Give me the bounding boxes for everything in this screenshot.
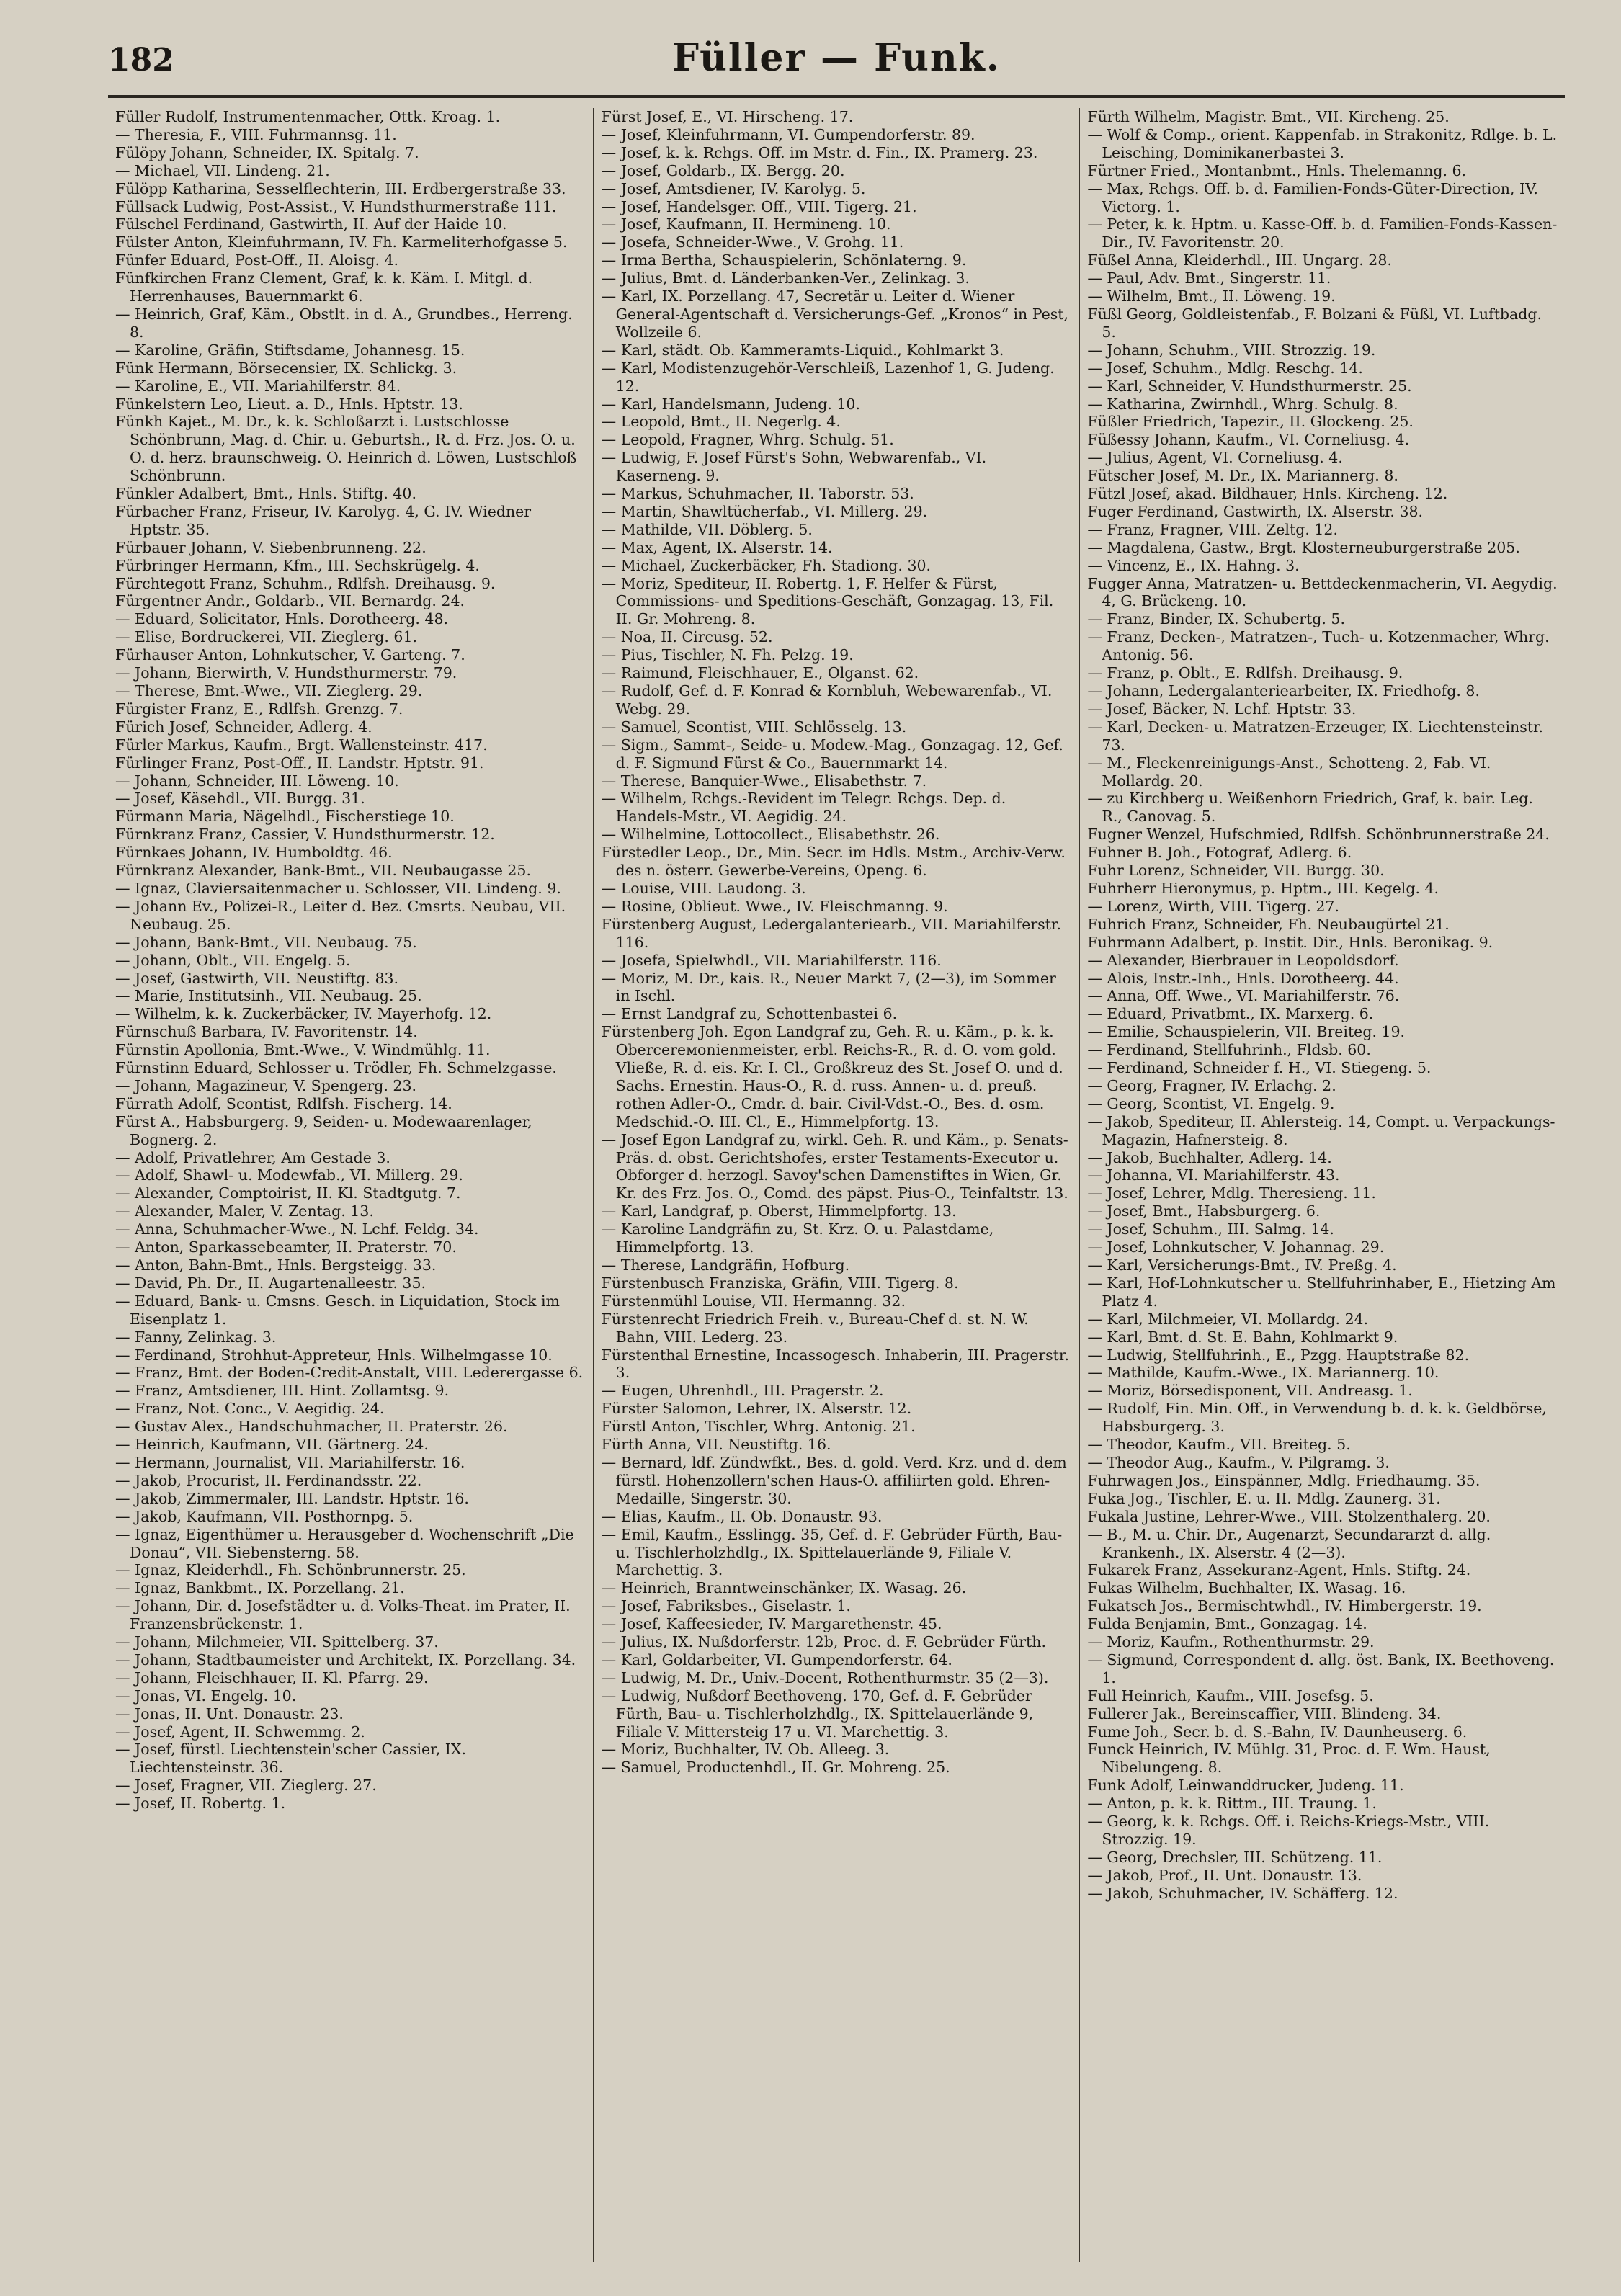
directory-entry: — Karl, Modistenzugehör-Verschleiß, Lazenhof 1, G. Judeng. 12. bbox=[601, 359, 1055, 395]
directory-entry: Fürstedler Leop., Dr., Min. Secr. im Hdls. Mstm., Archiv-Verw. des n. österr. Gewerbe-Vereins, Openg. 6. bbox=[601, 844, 1066, 880]
directory-entry: Fünfer Eduard, Post-Off., II. Aloisg. 4. bbox=[115, 251, 399, 269]
directory-entry: Fürstenmühl Louise, VII. Hermanng. 32. bbox=[601, 1292, 906, 1310]
directory-entry: — Paul, Adv. Bmt., Singerstr. 11. bbox=[1087, 269, 1331, 287]
directory-entry: — Moriz, M. Dr., kais. R., Neuer Markt 7, (2—3), im Sommer in Ischl. bbox=[601, 969, 1056, 1005]
directory-entry: — Karl, Hof-Lohnkutscher u. Stellfuhrinhaber, E., Hietzing Am Platz 4. bbox=[1087, 1274, 1556, 1310]
directory-entry: — Johann, Dir. d. Josefstädter u. d. Volks-Theat. im Prater, II. Franzensbrückenstr. 1. bbox=[115, 1597, 571, 1633]
directory-entry: — Max, Agent, IX. Alserstr. 14. bbox=[601, 538, 833, 556]
directory-entry: — Anton, Sparkassebeamter, II. Praterstr. 70. bbox=[115, 1238, 457, 1256]
directory-entry: — Ludwig, Stellfuhrinh., E., Pzgg. Hauptstraße 82. bbox=[1087, 1346, 1470, 1364]
directory-entry: — Eduard, Bank- u. Cmsns. Gesch. in Liquidation, Stock im Eisenplatz 1. bbox=[115, 1292, 560, 1328]
directory-entry: Funck Heinrich, IV. Mühlg. 31, Proc. d. F. Wm. Haust, Nibelungeng. 8. bbox=[1087, 1741, 1491, 1777]
directory-entry: — Karl, städt. Ob. Kammeramts-Liquid., Kohlmarkt 3. bbox=[601, 341, 1004, 359]
directory-entry: — Josefa, Schneider-Wwe., V. Grohg. 11. bbox=[601, 233, 904, 251]
directory-entry: — Eugen, Uhrenhdl., III. Pragerstr. 2. bbox=[601, 1382, 884, 1400]
directory-entry: — Johann, Milchmeier, VII. Spittelberg. 37. bbox=[115, 1633, 439, 1651]
directory-entry: — Theodor Aug., Kaufm., V. Pilgramg. 3. bbox=[1087, 1453, 1390, 1471]
directory-entry: — Moriz, Börsedisponent, VII. Andreasg. 1. bbox=[1087, 1382, 1413, 1400]
directory-entry: — Max, Rchgs. Off. b. d. Familien-Fonds-Güter-Direction, IV. Victorg. 1. bbox=[1087, 179, 1538, 215]
directory-entry: Fürst Josef, E., VI. Hirscheng. 17. bbox=[601, 108, 854, 125]
directory-entry: — Alois, Instr.-Inh., Hnls. Dorotheerg. 44. bbox=[1087, 969, 1399, 987]
directory-entry: — Adolf, Privatlehrer, Am Gestade 3. bbox=[115, 1148, 390, 1166]
directory-entry: — Magdalena, Gastw., Brgt. Klosterneuburgerstraße 205. bbox=[1087, 538, 1520, 556]
directory-entry: — Johann, Schuhm., VIII. Strozzig. 19. bbox=[1087, 341, 1376, 359]
directory-entry: Füßessy Johann, Kaufm., VI. Corneliusg. 4. bbox=[1087, 431, 1410, 449]
directory-entry: — Josef, Amtsdiener, IV. Karolyg. 5. bbox=[601, 179, 866, 197]
directory-entry: — Rudolf, Fin. Min. Off., in Verwendung b. d. k. k. Geldbörse, Habsburgerg. 3. bbox=[1087, 1400, 1547, 1436]
directory-entry: — Josef, Schuhm., III. Salmg. 14. bbox=[1087, 1220, 1334, 1238]
directory-entry: Fürst A., Habsburgerg. 9, Seiden- u. Modewaarenlager, Bognerg. 2. bbox=[115, 1112, 532, 1148]
directory-entry: — Josef, Kleinfuhrmann, VI. Gumpendorferstr. 89. bbox=[601, 125, 975, 143]
directory-entry: — Josef, Kaufmann, II. Hermineng. 10. bbox=[601, 215, 891, 233]
directory-entry: — Wilhelm, Rchgs.-Revident im Telegr. Rchgs. Dep. d. Handels-Mstr., VI. Aegidig. 24. bbox=[601, 790, 1006, 826]
directory-entry: — Anna, Off. Wwe., VI. Mariahilferstr. 76. bbox=[1087, 987, 1400, 1005]
directory-entry: — zu Kirchberg u. Weißenhorn Friedrich, Graf, k. bair. Leg. R., Canovag. 5. bbox=[1087, 790, 1533, 826]
directory-entry: Füßler Friedrich, Tapezir., II. Glockeng. 25. bbox=[1087, 413, 1414, 431]
directory-entry: Fünkelstern Leo, Lieut. a. D., Hnls. Hptstr. 13. bbox=[115, 395, 463, 413]
directory-entry: Fulda Benjamin, Bmt., Gonzagag. 14. bbox=[1087, 1615, 1367, 1633]
directory-entry: — Georg, Fragner, IV. Erlachg. 2. bbox=[1087, 1076, 1336, 1094]
directory-entry: — Irma Bertha, Schauspielerin, Schönlaterng. 9. bbox=[601, 251, 967, 269]
directory-entry: — Moriz, Buchhalter, IV. Ob. Alleeg. 3. bbox=[601, 1741, 890, 1759]
column-2 bbox=[594, 108, 1081, 2262]
directory-entry: — Ignaz, Claviersaitenmacher u. Schlosser, VII. Lindeng. 9. bbox=[115, 879, 561, 897]
directory-entry: — Franz, p. Oblt., E. Rdlfsh. Dreihausg. 9. bbox=[1087, 664, 1403, 682]
directory-entry: — Sigm., Sammt-, Seide- u. Modew.-Mag., Gonzagag. 12, Gef. d. F. Sigmund Fürst & Co., Bauernmarkt 14. bbox=[601, 736, 1063, 772]
directory-entry: — Ernst Landgraf zu, Schottenbastei 6. bbox=[601, 1005, 898, 1023]
directory-entry: — Heinrich, Graf, Käm., Obstlt. in d. A., Grundbes., Herreng. 8. bbox=[115, 305, 573, 341]
directory-entry: — Karl, Schneider, V. Hundsthurmerstr. 25. bbox=[1087, 377, 1412, 395]
directory-entry: — Josef, Goldarb., IX. Bergg. 20. bbox=[601, 161, 845, 179]
directory-entry: — Franz, Bmt. der Boden-Credit-Anstalt, VIII. Lederergasse 6. bbox=[115, 1364, 584, 1382]
directory-entry: — Johann, Bierwirth, V. Hundsthurmerstr. 79. bbox=[115, 664, 457, 682]
directory-entry: — Noa, II. Circusg. 52. bbox=[601, 628, 773, 646]
directory-entry: — Mathilde, VII. Döblerg. 5. bbox=[601, 520, 813, 538]
directory-entry: Fütscher Josef, M. Dr., IX. Mariannerg. 8. bbox=[1087, 467, 1398, 485]
directory-entry: — Johann, Bank-Bmt., VII. Neubaug. 75. bbox=[115, 933, 417, 951]
directory-entry: Fürrath Adolf, Scontist, Rdlfsh. Fischerg. 14. bbox=[115, 1094, 452, 1112]
directory-entry: Füller Rudolf, Instrumentenmacher, Ottk. Kroag. 1. bbox=[115, 108, 501, 125]
directory-entry: — Karoline Landgräfin zu, St. Krz. O. u. Palastdame, Himmelpfortg. 13. bbox=[601, 1220, 994, 1256]
directory-entry: — Marie, Institutsinh., VII. Neubaug. 25. bbox=[115, 987, 422, 1005]
directory-entry: — Franz, Amtsdiener, III. Hint. Zollamtsg. 9. bbox=[115, 1382, 450, 1400]
directory-entry: — Georg, Drechsler, III. Schützeng. 11. bbox=[1087, 1848, 1383, 1866]
directory-entry: — Wilhelmine, Lottocollect., Elisabethstr. 26. bbox=[601, 826, 940, 844]
directory-entry: — Karl, Handelsmann, Judeng. 10. bbox=[601, 395, 860, 413]
directory-entry: — Johann, Ledergalanteriearbeiter, IX. Friedhofg. 8. bbox=[1087, 682, 1480, 700]
directory-entry: Fürstenbusch Franziska, Gräfin, VIII. Tigerg. 8. bbox=[601, 1274, 959, 1292]
directory-entry: — Johann, Magazineur, V. Spengerg. 23. bbox=[115, 1076, 417, 1094]
directory-entry: — Hermann, Journalist, VII. Mariahilferstr. 16. bbox=[115, 1453, 465, 1471]
directory-entry: — Louise, VIII. Laudong. 3. bbox=[601, 879, 806, 897]
directory-entry: Fume Joh., Secr. b. d. S.-Bahn, IV. Daunheuserg. 6. bbox=[1087, 1723, 1468, 1741]
directory-entry: — Georg, k. k. Rchgs. Off. i. Reichs-Kriegs-Mstr., VIII. Strozzig. 19. bbox=[1087, 1813, 1490, 1848]
directory-entry: Fürster Salomon, Lehrer, IX. Alserstr. 12. bbox=[601, 1400, 912, 1418]
directory-entry: — Josef, Käsehdl., VII. Burgg. 31. bbox=[115, 790, 365, 808]
directory-entry: — Karl, Goldarbeiter, VI. Gumpendorferstr. 64. bbox=[601, 1650, 952, 1669]
directory-entry: — Franz, Binder, IX. Schubertg. 5. bbox=[1087, 610, 1345, 628]
directory-entry: Fünkh Kajet., M. Dr., k. k. Schloßarzt i. Lustschlosse Schönbrunn, Mag. d. Chir. u. Geburtsh., R. d. Frz. Jos. O. u. O. d. herz. braunschweig. O. Heinrich d. Löwen, Lustschloß Schönbrunn. bbox=[115, 413, 577, 485]
directory-entry: Funk Adolf, Leinwanddrucker, Judeng. 11. bbox=[1087, 1777, 1404, 1795]
directory-entry: — Karoline, Gräfin, Stiftsdame, Johannesg. 15. bbox=[115, 341, 465, 359]
directory-entry: Fürtner Fried., Montanbmt., Hnls. Thelemanng. 6. bbox=[1087, 161, 1467, 179]
directory-entry: — Raimund, Fleischhauer, E., Olganst. 62. bbox=[601, 664, 919, 682]
directory-entry: Full Heinrich, Kaufm., VIII. Josefsg. 5. bbox=[1087, 1687, 1374, 1705]
directory-entry: — Fanny, Zelinkag. 3. bbox=[115, 1328, 277, 1346]
directory-entry: — Theodor, Kaufm., VII. Breiteg. 5. bbox=[1087, 1436, 1351, 1454]
directory-entry: Fürnstinn Eduard, Schlosser u. Trödler, Fh. Schmelzgasse. bbox=[115, 1059, 557, 1077]
directory-entry: Fuhrich Franz, Schneider, Fh. Neubaugürtel 21. bbox=[1087, 915, 1450, 933]
directory-entry: — Samuel, Productenhdl., II. Gr. Mohreng. 25. bbox=[601, 1759, 950, 1777]
directory-entry: — Julius, Agent, VI. Corneliusg. 4. bbox=[1087, 449, 1343, 467]
directory-entry: — Wilhelm, k. k. Zuckerbäcker, IV. Mayerhofg. 12. bbox=[115, 1005, 492, 1023]
directory-entry: — Bernard, ldf. Zündwfkt., Bes. d. gold. Verd. Krz. und d. dem fürstl. Hohenzollern'schen Haus-O. affiliirten gold. Ehren-Medaille, Singerstr. 30. bbox=[601, 1453, 1067, 1507]
directory-entry: Fürlinger Franz, Post-Off., II. Landstr. Hptstr. 91. bbox=[115, 754, 484, 772]
directory-entry: Fürchtegott Franz, Schuhm., Rdlfsh. Dreihausg. 9. bbox=[115, 574, 496, 592]
directory-entry: Füßl Georg, Goldleistenfab., F. Bolzani & Füßl, VI. Luftbadg. 5. bbox=[1087, 305, 1542, 341]
directory-entry: — Wolf & Comp., orient. Kappenfab. in Strakonitz, Rdlge. b. L. Leisching, Dominikanerbastei 3. bbox=[1087, 125, 1558, 161]
directory-entry: — Therese, Landgräfin, Hofburg. bbox=[601, 1256, 850, 1274]
directory-entry: — Ludwig, M. Dr., Univ.-Docent, Rothenthurmstr. 35 (2—3). bbox=[601, 1669, 1049, 1687]
directory-entry: — Karl, Milchmeier, VI. Mollardg. 24. bbox=[1087, 1310, 1369, 1328]
directory-entry: — Johann, Oblt., VII. Engelg. 5. bbox=[115, 951, 351, 969]
directory-entry: — Ferdinand, Strohhut-Appreteur, Hnls. Wilhelmgasse 10. bbox=[115, 1346, 553, 1364]
directory-entry: Fülöpy Johann, Schneider, IX. Spitalg. 7. bbox=[115, 143, 419, 161]
directory-entry: — Josef, fürstl. Liechtenstein'scher Cassier, IX. Liechtensteinstr. 36. bbox=[115, 1741, 466, 1777]
directory-entry: Fülöpp Katharina, Sesselflechterin, III. Erdbergerstraße 33. bbox=[115, 179, 566, 197]
directory-entry: — Johann, Stadtbaumeister und Architekt, IX. Porzellang. 34. bbox=[115, 1650, 576, 1669]
directory-entry: — Jakob, Kaufmann, VII. Posthornpg. 5. bbox=[115, 1507, 414, 1525]
directory-entry: — Emilie, Schauspielerin, VII. Breiteg. 19. bbox=[1087, 1023, 1406, 1041]
directory-entry: Fürstenberg Joh. Egon Landgraf zu, Geh. R. u. Käm., p. k. k. Obercereмonienmeister, erbl. Reichs-R., R. d. O. vom gold. Vließe, R. d. eis. Kr. I. Cl., Großkreuz des St. Josef O. und d. Sachs. Ernestin. Haus-O., R. d. russ. Annen- u. d. preuß. rothen Adler-O., Cmdr. d. bair. Civil-Vdst.-O., Bes. d. osm. Medschid.-O. III. Cl., E., Himmelpfortg. 13. bbox=[601, 1023, 1063, 1130]
directory-entry: Fuhrmann Adalbert, p. Instit. Dir., Hnls. Beronikag. 9. bbox=[1087, 933, 1493, 951]
directory-entry: — Josef, Agent, II. Schwemmg. 2. bbox=[115, 1723, 365, 1741]
directory-entry: — Karl, Landgraf, p. Oberst, Himmelpfortg. 13. bbox=[601, 1202, 957, 1220]
directory-entry: — Josefa, Spielwhdl., VII. Mariahilferstr. 116. bbox=[601, 951, 942, 969]
directory-entry: — Karl, Versicherungs-Bmt., IV. Preßg. 4. bbox=[1087, 1256, 1397, 1274]
directory-entry: — Franz, Decken-, Matratzen-, Tuch- u. Kotzenmacher, Whrg. Antonig. 56. bbox=[1087, 628, 1550, 664]
directory-entry: — Julius, IX. Nußdorferstr. 12b, Proc. d. F. Gebrüder Fürth. bbox=[601, 1633, 1046, 1651]
directory-entry: — Therese, Bmt.-Wwe., VII. Zieglerg. 29. bbox=[115, 682, 423, 700]
directory-entry: — Michael, VII. Lindeng. 21. bbox=[115, 161, 330, 179]
directory-entry: — Jakob, Procurist, II. Ferdinandsstr. 22. bbox=[115, 1471, 422, 1489]
directory-entry: Fürmann Maria, Nägelhdl., Fischerstiege 10. bbox=[115, 808, 455, 826]
directory-entry: — Jakob, Schuhmacher, IV. Schäfferg. 12. bbox=[1087, 1884, 1398, 1902]
directory-entry: — Leopold, Fragner, Whrg. Schulg. 51. bbox=[601, 431, 894, 449]
directory-entry: — Josef, Lehrer, Mdlg. Theresieng. 11. bbox=[1087, 1184, 1376, 1202]
directory-entry: — Emil, Kaufm., Esslingg. 35, Gef. d. F. Gebrüder Fürth, Bau- u. Tischlerholzhdlg., IX. Spittelauerlände 9, Filiale V. Marchettig. 3. bbox=[601, 1525, 1063, 1579]
directory-entry: — Georg, Scontist, VI. Engelg. 9. bbox=[1087, 1094, 1335, 1112]
directory-entry: — Alexander, Maler, V. Zentag. 13. bbox=[115, 1202, 374, 1220]
directory-entry: Fürich Josef, Schneider, Adlerg. 4. bbox=[115, 718, 372, 736]
directory-entry: — Katharina, Zwirnhdl., Whrg. Schulg. 8. bbox=[1087, 395, 1398, 413]
directory-entry: Fukala Justine, Lehrer-Wwe., VIII. Stolzenthalerg. 20. bbox=[1087, 1507, 1491, 1525]
directory-entry: — Franz, Not. Conc., V. Aegidig. 24. bbox=[115, 1400, 385, 1418]
directory-entry: Fürth Wilhelm, Magistr. Bmt., VII. Kircheng. 25. bbox=[1087, 108, 1450, 125]
directory-entry: — Alexander, Bierbrauer in Leopoldsdorf. bbox=[1087, 951, 1399, 969]
directory-entry: — Ignaz, Bankbmt., IX. Porzellang. 21. bbox=[115, 1579, 405, 1597]
directory-entry: Fürth Anna, VII. Neustiftg. 16. bbox=[601, 1436, 831, 1454]
directory-entry: — Peter, k. k. Hptm. u. Kasse-Off. b. d. Familien-Fonds-Kassen-Dir., IV. Favoritenstr. 20. bbox=[1087, 215, 1558, 251]
directory-entry: Fullerer Jak., Bereinscaffier, VIII. Blindeng. 34. bbox=[1087, 1705, 1442, 1723]
columns bbox=[108, 108, 1565, 2262]
directory-entry: — Ignaz, Eigenthümer u. Herausgeber d. Wochenschrift „Die Donau“, VII. Siebensterng. 58. bbox=[115, 1525, 574, 1561]
directory-entry: — Johann, Schneider, III. Löweng. 10. bbox=[115, 772, 399, 790]
directory-entry: Fürhauser Anton, Lohnkutscher, V. Garteng. 7. bbox=[115, 646, 465, 664]
directory-entry: — Karl, Bmt. d. St. E. Bahn, Kohlmarkt 9. bbox=[1087, 1328, 1398, 1346]
directory-entry: Fugger Anna, Matratzen- u. Bettdeckenmacherin, VI. Aegydig. 4, G. Brückeng. 10. bbox=[1087, 574, 1558, 610]
directory-entry: — M., Fleckenreinigungs-Anst., Schotteng. 2, Fab. VI. Mollardg. 20. bbox=[1087, 754, 1491, 790]
directory-entry: — Sigmund, Correspondent d. allg. öst. Bank, IX. Beethoveng. 1. bbox=[1087, 1650, 1555, 1687]
directory-entry: Fukatsch Jos., Bermischtwhdl., IV. Himbergerstr. 19. bbox=[1087, 1597, 1482, 1615]
directory-entry: Fürstl Anton, Tischler, Whrg. Antonig. 21. bbox=[601, 1418, 916, 1436]
directory-entry: — Pius, Tischler, N. Fh. Pelzg. 19. bbox=[601, 646, 854, 664]
directory-entry: Fützl Josef, akad. Bildhauer, Hnls. Kircheng. 12. bbox=[1087, 485, 1448, 503]
directory-entry: — Martin, Shawltücherfab., VI. Millerg. 29. bbox=[601, 502, 928, 520]
directory-entry: — Ignaz, Kleiderhdl., Fh. Schönbrunnerstr. 25. bbox=[115, 1561, 466, 1579]
directory-entry: — Jakob, Buchhalter, Adlerg. 14. bbox=[1087, 1148, 1332, 1166]
directory-entry: — Heinrich, Kaufmann, VII. Gärtnerg. 24. bbox=[115, 1436, 429, 1454]
directory-entry: — Karoline, E., VII. Mariahilferstr. 84. bbox=[115, 377, 401, 395]
directory-entry: Fürstenrecht Friedrich Freih. v., Bureau-Chef d. st. N. W. Bahn, VIII. Lederg. 23. bbox=[601, 1310, 1029, 1346]
directory-entry: — Eduard, Solicitator, Hnls. Dorotheerg. 48. bbox=[115, 610, 449, 628]
directory-entry: — Karl, Decken- u. Matratzen-Erzeuger, IX. Liechtensteinstr. 73. bbox=[1087, 718, 1544, 754]
directory-entry: Fuka Jog., Tischler, E. u. II. Mdlg. Zaunerg. 31. bbox=[1087, 1489, 1441, 1507]
directory-entry: — Adolf, Shawl- u. Modewfab., VI. Millerg. 29. bbox=[115, 1166, 463, 1184]
directory-entry: — Gustav Alex., Handschuhmacher, II. Praterstr. 26. bbox=[115, 1418, 508, 1436]
column-1 bbox=[108, 108, 594, 2262]
directory-entry: — Jakob, Zimmermaler, III. Landstr. Hptstr. 16. bbox=[115, 1489, 469, 1507]
directory-entry: — Josef, Schuhm., Mdlg. Reschg. 14. bbox=[1087, 359, 1363, 377]
directory-entry: — Anton, p. k. k. Rittm., III. Traung. 1. bbox=[1087, 1795, 1377, 1813]
directory-entry: — Rudolf, Gef. d. F. Konrad & Kornbluh, Webewarenfab., VI. Webg. 29. bbox=[601, 682, 1053, 718]
directory-entry: — Vincenz, E., IX. Hahng. 3. bbox=[1087, 556, 1300, 574]
page-number: 182 bbox=[108, 42, 174, 79]
page-header bbox=[108, 36, 1565, 98]
directory-entry: Fürnschuß Barbara, IV. Favoritenstr. 14. bbox=[115, 1023, 418, 1041]
directory-entry: Fülster Anton, Kleinfuhrmann, IV. Fh. Karmeliterhofgasse 5. bbox=[115, 233, 568, 251]
directory-entry: — Josef, Kaffeesieder, IV. Margarethenstr. 45. bbox=[601, 1615, 942, 1633]
directory-entry: Fürler Markus, Kaufm., Brgt. Wallensteinstr. 417. bbox=[115, 736, 488, 754]
directory-entry: — Jonas, VI. Engelg. 10. bbox=[115, 1687, 297, 1705]
directory-entry: — Josef, Gastwirth, VII. Neustiftg. 83. bbox=[115, 969, 399, 987]
directory-entry: — Elias, Kaufm., II. Ob. Donaustr. 93. bbox=[601, 1507, 883, 1525]
directory-entry: Fuhner B. Joh., Fotograf, Adlerg. 6. bbox=[1087, 844, 1352, 862]
directory-entry: — Alexander, Comptoirist, II. Kl. Stadtgutg. 7. bbox=[115, 1184, 461, 1202]
directory-entry: — Jonas, II. Unt. Donaustr. 23. bbox=[115, 1705, 344, 1723]
directory-entry: Fuger Ferdinand, Gastwirth, IX. Alserstr. 38. bbox=[1087, 502, 1424, 520]
directory-entry: — Moriz, Kaufm., Rothenthurmstr. 29. bbox=[1087, 1633, 1375, 1651]
directory-entry: — Josef, k. k. Rchgs. Off. im Mstr. d. Fin., IX. Pramerg. 23. bbox=[601, 143, 1038, 161]
directory-entry: Fürnstin Apollonia, Bmt.-Wwe., V. Windmühlg. 11. bbox=[115, 1041, 491, 1059]
directory-entry: Fürstenthal Ernestine, Incassogesch. Inhaberin, III. Pragerstr. 3. bbox=[601, 1346, 1069, 1382]
directory-entry: Fukas Wilhelm, Buchhalter, IX. Wasag. 16. bbox=[1087, 1579, 1406, 1597]
directory-entry: Fürgentner Andr., Goldarb., VII. Bernardg. 24. bbox=[115, 592, 465, 610]
directory-entry: Fürnkaes Johann, IV. Humboldtg. 46. bbox=[115, 844, 393, 862]
directory-entry: — Ferdinand, Schneider f. H., VI. Stiegeng. 5. bbox=[1087, 1059, 1432, 1077]
directory-entry: — Josef Egon Landgraf zu, wirkl. Geh. R. und Käm., p. Senats-Präs. d. obst. Gerichtshofes, erster Testaments-Executor u. Obforger d. herzogl. Savoy'schen Damenstiftes in Wien, Gr. Kr. des Frz. Jos. O., Comd. des päpst. Pius-O., Teinfaltstr. 13. bbox=[601, 1130, 1068, 1202]
directory-entry: — Theresia, F., VIII. Fuhrmannsg. 11. bbox=[115, 125, 397, 143]
directory-entry: — Wilhelm, Bmt., II. Löweng. 19. bbox=[1087, 287, 1336, 305]
directory-entry: — Heinrich, Branntweinschänker, IX. Wasag. 26. bbox=[601, 1579, 967, 1597]
running-title: Füller — Funk. bbox=[672, 36, 1001, 80]
directory-entry: Fünkler Adalbert, Bmt., Hnls. Stiftg. 40. bbox=[115, 485, 416, 503]
directory-entry: — Karl, IX. Porzellang. 47, Secretär u. Leiter d. Wiener General-Agentschaft d. Versicherungs-Gef. „Kronos“ in Pest, Wollzeile 6. bbox=[601, 287, 1069, 341]
directory-entry: Fünk Hermann, Börsecensier, IX. Schlickg. 3. bbox=[115, 359, 457, 377]
directory-entry: — Ludwig, Nußdorf Beethoveng. 170, Gef. d. F. Gebrüder Fürth, Bau- u. Tischlerholzhdlg., IX. Spittelauerlände 9, Filiale V. Mittersteig 17 u. VI. Marchettig. 3. bbox=[601, 1687, 1034, 1741]
directory-entry: — Franz, Fragner, VIII. Zeltg. 12. bbox=[1087, 520, 1338, 538]
directory-entry: — Moriz, Spediteur, II. Robertg. 1, F. Helfer & Fürst, Commissions- und Speditions-Geschäft, Gonzagag. 13, Fil. II. Gr. Mohreng. 8. bbox=[601, 574, 1054, 628]
directory-entry: — Josef, Fragner, VII. Zieglerg. 27. bbox=[115, 1777, 377, 1795]
directory-entry: — Therese, Banquier-Wwe., Elisabethstr. 7. bbox=[601, 772, 927, 790]
directory-entry: — Samuel, Scontist, VIII. Schlösselg. 13. bbox=[601, 718, 907, 736]
directory-entry: — Josef, Handelsger. Off., VIII. Tigerg. 21. bbox=[601, 197, 917, 215]
directory-entry: Fuhr Lorenz, Schneider, VII. Burgg. 30. bbox=[1087, 862, 1385, 880]
directory-entry: — Elise, Bordruckerei, VII. Zieglerg. 61. bbox=[115, 628, 417, 646]
directory-entry: Fürgister Franz, E., Rdlfsh. Grenzg. 7. bbox=[115, 700, 403, 718]
directory-entry: Fünfkirchen Franz Clement, Graf, k. k. Käm. I. Mitgl. d. Herrenhauses, Bauernmarkt 6. bbox=[115, 269, 533, 305]
directory-entry: Füßel Anna, Kleiderhdl., III. Ungarg. 28. bbox=[1087, 251, 1392, 269]
directory-entry: Fürstenberg August, Ledergalanteriearb., VII. Mariahilferstr. 116. bbox=[601, 915, 1061, 951]
directory-entry: — Johann Ev., Polizei-R., Leiter d. Bez. Cmsrts. Neubau, VII. Neubaug. 25. bbox=[115, 897, 566, 933]
directory-entry: — Michael, Zuckerbäcker, Fh. Stadiong. 30. bbox=[601, 556, 932, 574]
directory-entry: — Ferdinand, Stellfuhrinh., Fldsb. 60. bbox=[1087, 1041, 1371, 1059]
directory-entry: — Josef, Fabriksbes., Giselastr. 1. bbox=[601, 1597, 851, 1615]
directory-entry: — Mathilde, Kaufm.-Wwe., IX. Mariannerg. 10. bbox=[1087, 1364, 1439, 1382]
directory-entry: Fuhrwagen Jos., Einspänner, Mdlg. Friedhaumg. 35. bbox=[1087, 1471, 1481, 1489]
directory-entry: Füllsack Ludwig, Post-Assist., V. Hundsthurmerstraße 111. bbox=[115, 197, 557, 215]
directory-entry: — Johann, Fleischhauer, II. Kl. Pfarrg. 29. bbox=[115, 1669, 429, 1687]
directory-entry: Fuhrherr Hieronymus, p. Hptm., III. Kegelg. 4. bbox=[1087, 879, 1439, 897]
directory-entry: — Rosine, Oblieut. Wwe., IV. Fleischmanng. 9. bbox=[601, 897, 948, 915]
directory-entry: Fürbringer Hermann, Kfm., III. Sechskrügelg. 4. bbox=[115, 556, 480, 574]
directory-entry: Fukarek Franz, Assekuranz-Agent, Hnls. Stiftg. 24. bbox=[1087, 1561, 1471, 1579]
directory-entry: — Johanna, VI. Mariahilferstr. 43. bbox=[1087, 1166, 1340, 1184]
directory-entry: — David, Ph. Dr., II. Augartenalleestr. 35. bbox=[115, 1274, 427, 1292]
column-3 bbox=[1080, 108, 1565, 2262]
directory-entry: Fülschel Ferdinand, Gastwirth, II. Auf der Haide 10. bbox=[115, 215, 507, 233]
directory-entry: — Leopold, Bmt., II. Negerlg. 4. bbox=[601, 413, 841, 431]
directory-entry: Fürbauer Johann, V. Siebenbrunneng. 22. bbox=[115, 538, 427, 556]
directory-entry: — Josef, II. Robertg. 1. bbox=[115, 1795, 286, 1813]
directory-entry: Fürbacher Franz, Friseur, IV. Karolyg. 4, G. IV. Wiedner Hptstr. 35. bbox=[115, 502, 532, 538]
directory-entry: — Josef, Bäcker, N. Lchf. Hptstr. 33. bbox=[1087, 700, 1357, 718]
directory-entry: — Julius, Bmt. d. Länderbanken-Ver., Zelinkag. 3. bbox=[601, 269, 970, 287]
directory-entry: — Markus, Schuhmacher, II. Taborstr. 53. bbox=[601, 485, 914, 503]
directory-entry: — Jakob, Prof., II. Unt. Donaustr. 13. bbox=[1087, 1866, 1362, 1884]
directory-entry: Fugner Wenzel, Hufschmied, Rdlfsh. Schönbrunnerstraße 24. bbox=[1087, 826, 1550, 844]
directory-entry: — B., M. u. Chir. Dr., Augenarzt, Secundararzt d. allg. Krankenh., IX. Alserstr. 4 (2—3). bbox=[1087, 1525, 1491, 1561]
directory-entry: — Josef, Bmt., Habsburgerg. 6. bbox=[1087, 1202, 1321, 1220]
directory-entry: — Eduard, Privatbmt., IX. Marxerg. 6. bbox=[1087, 1005, 1374, 1023]
directory-entry: — Lorenz, Wirth, VIII. Tigerg. 27. bbox=[1087, 897, 1339, 915]
directory-entry: — Anton, Bahn-Bmt., Hnls. Bergsteigg. 33. bbox=[115, 1256, 437, 1274]
directory-entry: — Ludwig, F. Josef Fürst's Sohn, Webwarenfab., VI. Kaserneng. 9. bbox=[601, 449, 987, 485]
directory-entry: — Anna, Schuhmacher-Wwe., N. Lchf. Feldg. 34. bbox=[115, 1220, 479, 1238]
directory-entry: Fürnkranz Franz, Cassier, V. Hundsthurmerstr. 12. bbox=[115, 826, 495, 844]
directory-entry: — Josef, Lohnkutscher, V. Johannag. 29. bbox=[1087, 1238, 1385, 1256]
directory-entry: Fürnkranz Alexander, Bank-Bmt., VII. Neubaugasse 25. bbox=[115, 862, 531, 880]
directory-entry: — Jakob, Spediteur, II. Ahlersteig. 14, Compt. u. Verpackungs-Magazin, Hafnersteig. 8. bbox=[1087, 1112, 1555, 1148]
